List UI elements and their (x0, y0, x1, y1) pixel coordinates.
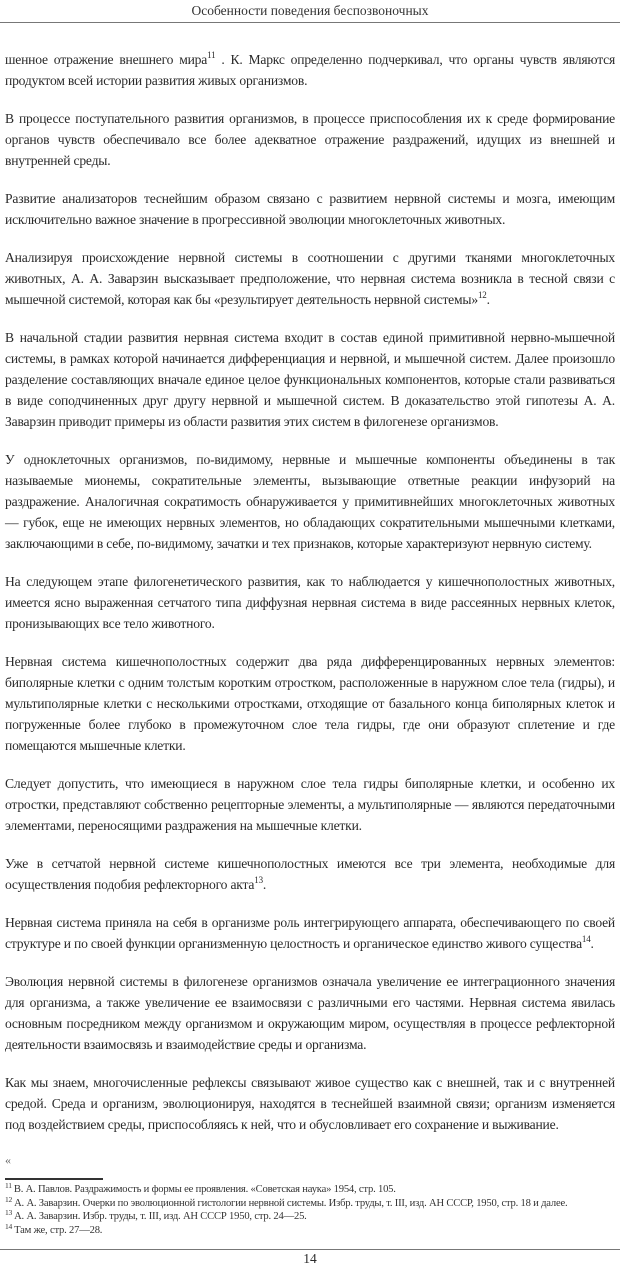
paragraph (5, 49, 615, 91)
footnote (5, 1221, 617, 1238)
page-number: 14 (303, 1251, 317, 1266)
running-header-title: Особенности поведения беспозвоночных (191, 3, 429, 18)
paragraph-text: Нервная система кишечнополостных содержит два ряда дифференцированных нервных элементов: биполярные клетки с одним толстым коротким отростком, расположенные в наружном слое тела (гидры), и мультиполярные клетки с несколькими отростками, отходящие от базального конца биполярных клеток и погруженные более глубоко в промежуточном слое тела гидры, где они образуют сплетение и где помещаются мышечные клетки. (5, 654, 615, 753)
paragraph-text: Нервная система приняла на себя в организме роль интегрирующего аппарата, обеспечивающего по своей структуре и по своей функции организменную целостность и органическое единство живого существа (5, 915, 615, 951)
footnote-text: А. А. Заварзин. Избр. труды, т. III, изд. АН СССР 1950, стр. 24—25. (14, 1211, 307, 1222)
footnote-text: В. А. Павлов. Раздражимость и формы ее проявления. «Советская наука» 1954, стр. 105. (13, 1184, 396, 1195)
paragraph (5, 853, 615, 895)
footnote (5, 1183, 617, 1197)
paragraph-text: Анализируя происхождение нервной системы в соотношении с другими тканями многоклеточных животных, А. А. Заварзин высказывает предположение, что нервная система возникла в тесной связи с мышечной системой, которая как бы «результирует деятельность нервной системы» (5, 250, 615, 307)
body-text (5, 49, 615, 1152)
footnote-ref[interactable]: 11 (207, 50, 216, 60)
paragraph (5, 971, 615, 1055)
paragraph (5, 571, 615, 634)
footnote-number: 11 (5, 1181, 12, 1190)
footnote-number: 14 (5, 1221, 13, 1231)
footnote-number: 13 (5, 1208, 13, 1217)
footnote-ref[interactable]: 14 (581, 934, 591, 944)
paragraph (5, 912, 615, 954)
paragraph-text: Следует допустить, что имеющиеся в наружном слое тела гидры биполярные клетки, и особенно их отростки, представляют собственно рецепторные элементы, а мультиполярные — являются передаточными элементами, переносящими раздражения на мышечные клетки. (5, 776, 615, 833)
paragraph-text: Развитие анализаторов теснейшим образом связано с развитием нервной системы и мозга, имеющим исключительно важное значение в прогрессивной эволюции многоклеточных животных. (5, 191, 615, 227)
paragraph-text: Эволюция нервной системы в филогенезе организмов означала увеличение ее интеграционного значения для организма, а также увеличение ее взаимосвязи с различными его частями. Нервная система явилась основным посредником между организмом и окружающим миром, осуществляя в процессе рефлекторной деятельности взаимосвязь и взаимодействие среды и организма. (5, 974, 615, 1052)
running-header (0, 0, 620, 23)
footnotes (5, 1183, 617, 1237)
paragraph-text: Уже в сетчатой нервной системе кишечнополостных имеются все три элемента, необходимые для осуществления подобия рефлекторного акта (5, 856, 615, 892)
paragraph (5, 651, 615, 756)
footnote (5, 1210, 617, 1224)
paragraph (5, 188, 615, 230)
footnote-text: А. А. Заварзин. Очерки по эволюционной гистологии нервной системы. Избр. труды, т. III, изд. АН СССР, 1950, стр. 18 и далее. (14, 1197, 568, 1209)
paragraph-text: Как мы знаем, многочисленные рефлексы связывают живое существо как с внешней, так и с внутренней средой. Среда и организм, эволюционируя, находятся в теснейшей взаимной связи; организм изменяется под воздействием среды, приспособляясь к ней, что и обусловливает его сохранение и выживание. (5, 1075, 615, 1132)
footnote-separator (5, 1178, 103, 1180)
paragraph-text: . К. Маркс определенно подчеркивал, что органы чувств являются продуктом всей истории развития живых организмов. (5, 52, 615, 88)
footnote-ref[interactable]: 12 (477, 290, 487, 300)
paragraph-text: шенное отражение внешнего мира (5, 52, 208, 67)
footnote (5, 1194, 617, 1211)
paragraph (5, 247, 615, 310)
paragraph-text: . (262, 877, 267, 892)
paragraph-text: . (590, 936, 594, 951)
paragraph-text: У одноклеточных организмов, по-видимому, нервные и мышечные компоненты объединены в так называемые мионемы, сократительные элементы, вызывающие ответные реакции инфузорий на раздражение. Аналогичная сократимость обнаруживается у примитивнейших многоклеточных животных — губок, еще не имеющих нервных элементов, но обладающих сократительными мышечными клетками, заключающими в себе, по-видимому, зачатки и тех признаков, которые характеризуют нервную систему. (5, 452, 615, 551)
paragraph (5, 327, 615, 432)
stray-quote-mark: « (5, 1153, 11, 1167)
paragraph (5, 1072, 615, 1135)
footnote-ref[interactable]: 13 (254, 875, 263, 885)
paragraph (5, 108, 615, 171)
footnote-number: 12 (5, 1194, 13, 1204)
paragraph-text: На следующем этапе филогенетического развития, как то наблюдается у кишечнополостных животных, имеется ясно выраженная сетчатого типа диффузная нервная система в виде рассеянных нервных клеток, пронизывающих все тело животного. (5, 574, 615, 631)
page-spacer (0, 1237, 620, 1249)
paragraph (5, 773, 615, 836)
paragraph-text: В процессе поступательного развития организмов, в процессе приспособления их к среде формирование органов чувств обеспечивало все более адекватное отражение раздражений, идущих из внешней и внутренней среды. (5, 111, 615, 168)
paragraph (5, 449, 615, 554)
paragraph-text: . (486, 292, 490, 307)
footnote-text: Там же, стр. 27—28. (14, 1224, 103, 1236)
paragraph-text: В начальной стадии развития нервная система входит в состав единой примитивной нервно-мышечной системы, в рамках которой начинается дифференциация и нервной, и мышечной систем. Далее произошло разделение составляющих вначале единое целое функциональных компонентов, которые стали развиваться в виде соподчиненных друг другу нервной и мышечной систем. В доказательство этой гипотезы А. А. Заварзин приводит примеры из области развития этих систем в филогенезе организмов. (5, 330, 615, 429)
